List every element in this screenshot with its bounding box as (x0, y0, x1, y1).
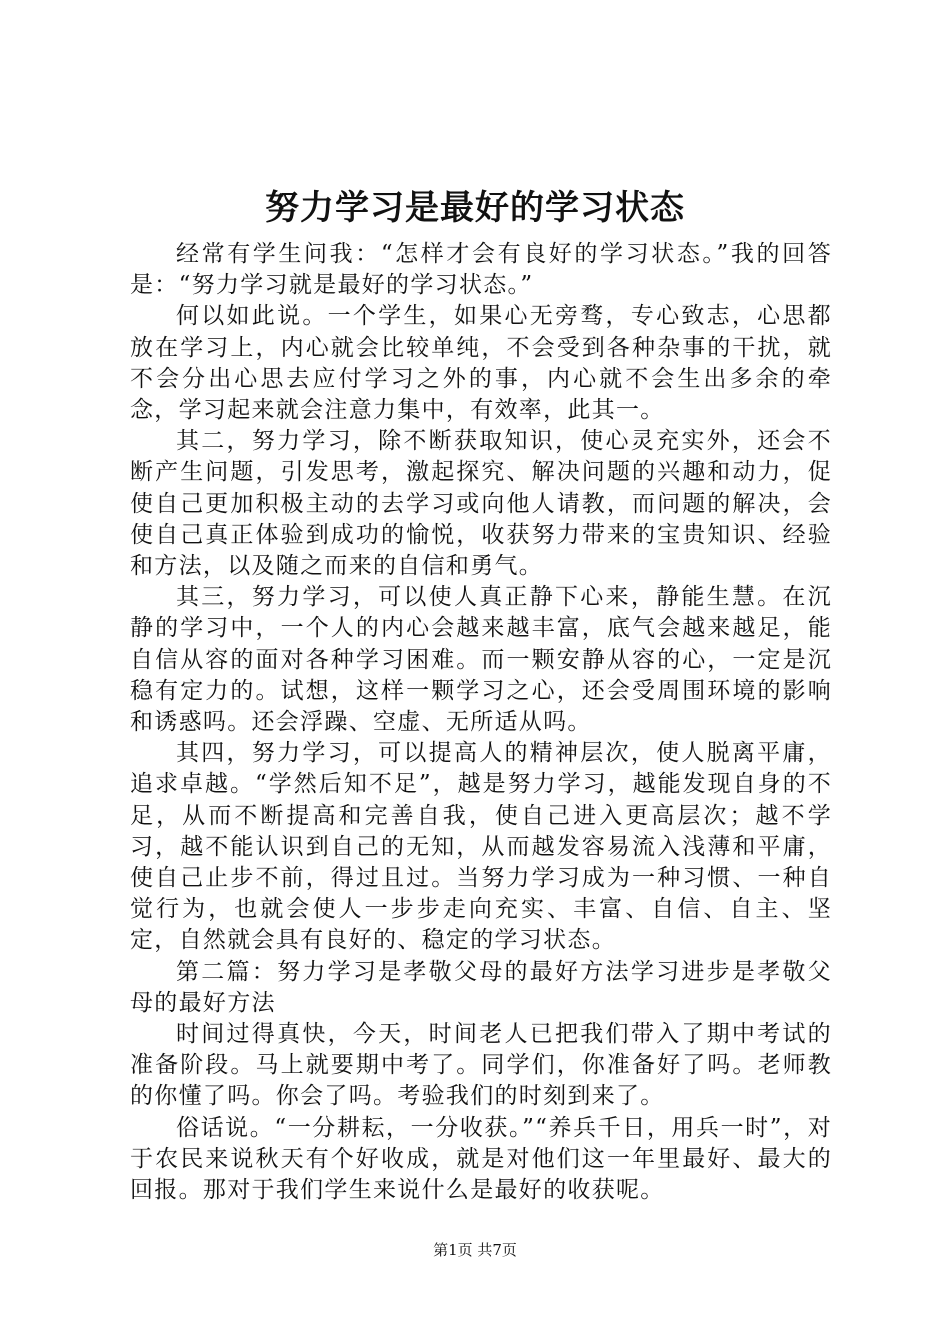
paragraph: 其三，努力学习，可以使人真正静下心来，静能生慧。在沉静的学习中，一个人的内心会越来越丰富，底气会越来越足，能自信从容的面对各种学习困难。而一颗安静从容的心，一定是沉稳有定力的。试想，这样一颗学习之心，还会受周围环境的影响和诱惑吗。还会浮躁、空虚、无所适从吗。 (130, 584, 832, 736)
document-body (130, 239, 832, 1206)
paragraph: 俗话说。“一分耕耘，一分收获。”“养兵千日，用兵一时”，对于农民来说秋天有个好收成，就是对他们这一年里最好、最大的回报。那对于我们学生来说什么是最好的收获呢。 (130, 1114, 832, 1204)
paragraph: 其二，努力学习，除不断获取知识，使心灵充实外，还会不断产生问题，引发思考，激起探究、解决问题的兴趣和动力，促使自己更加积极主动的去学习或向他人请教，而问题的解决，会使自己真正体验到成功的愉悦，收获努力带来的宝贵知识、经验和方法，以及随之而来的自信和勇气。 (130, 428, 832, 580)
section-heading-paragraph: 第二篇：努力学习是孝敬父母的最好方法学习进步是孝敬父母的最好方法 (130, 958, 832, 1016)
paragraph: 时间过得真快，今天，时间老人已把我们带入了期中考试的准备阶段。马上就要期中考了。同学们，你准备好了吗。老师教的你懂了吗。你会了吗。考验我们的时刻到来了。 (130, 1021, 832, 1110)
paragraph: 其四，努力学习，可以提高人的精神层次，使人脱离平庸，追求卓越。“学然后知不足”，越是努力学习，越能发现自身的不足，从而不断提高和完善自我，使自己进入更高层次；越不学习，越不能认识到自己的无知，从而越发容易流入浅薄和平庸，使自己止步不前，得过且过。当努力学习成为一种习惯、一种自觉行为，也就会使人一步步走向充实、丰富、自信、自主、坚定，自然就会具有良好的、稳定的学习状态。 (130, 740, 832, 954)
document-title: 努力学习是最好的学习状态 (265, 188, 685, 228)
page-footer: 第1页 共7页 (433, 1241, 517, 1259)
paragraph: 何以如此说。一个学生，如果心无旁骛，专心致志，心思都放在学习上，内心就会比较单纯，不会受到各种杂事的干扰，就不会分出心思去应付学习之外的事，内心就不会生出多余的牵念，学习起来就会注意力集中，有效率，此其一。 (130, 303, 832, 424)
paragraph: 经常有学生问我：“怎样才会有良好的学习状态。”我的回答是：“努力学习就是最好的学习状态。” (130, 241, 832, 299)
